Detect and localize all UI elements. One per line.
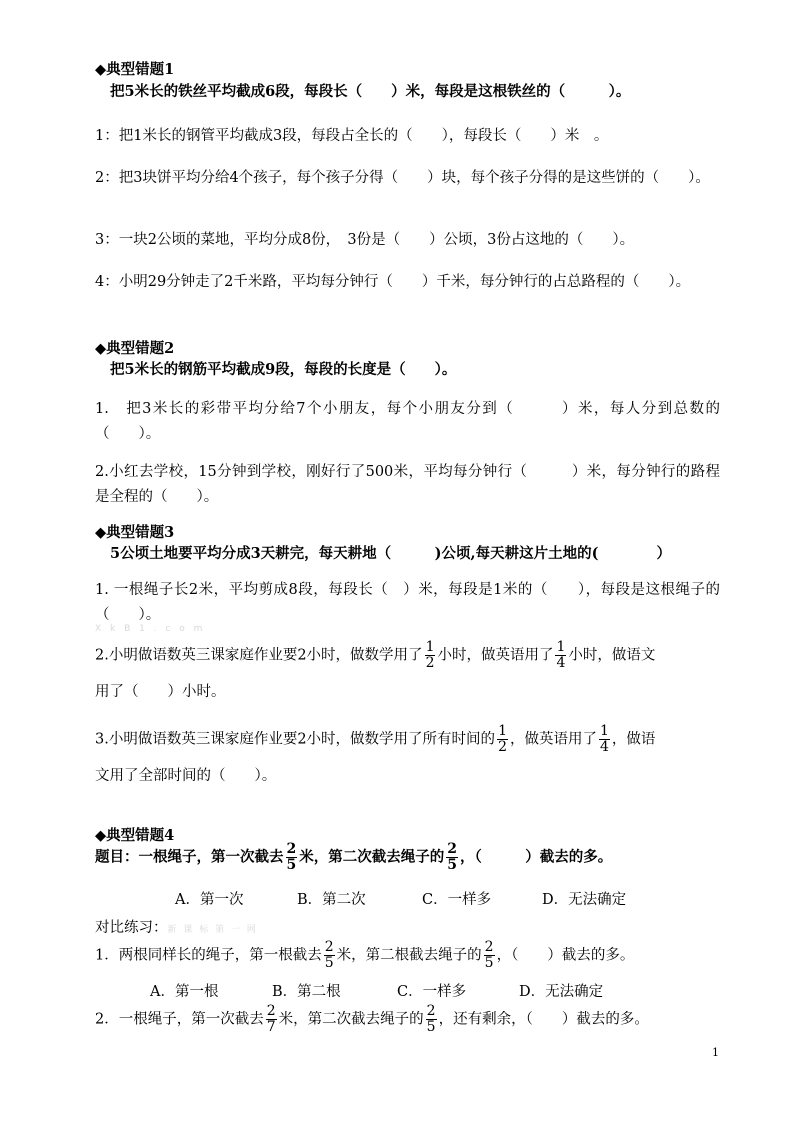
q3-text-b: ，做英语用了 bbox=[509, 731, 597, 748]
section-3-question-3-cont: 文用了全部时间的（ ）。 bbox=[95, 768, 277, 784]
option-b: B．第二次 bbox=[297, 892, 366, 908]
section-1-question-3: 3：一块2公顷的菜地，平均分成8份， 3份是（ ）公顷，3份占这地的（ ）。 bbox=[95, 232, 635, 248]
fraction-one-quarter: $\frac{1}{4}$ bbox=[556, 639, 566, 671]
section-4-title: ◆典型错题4 bbox=[95, 827, 175, 844]
q2-text-a: 2.小明做语数英三课家庭作业要2小时，做数学用了 bbox=[95, 647, 423, 664]
q3-text-c: ，做语 bbox=[611, 731, 656, 748]
section-1-title: ◆典型错题1 bbox=[95, 61, 175, 78]
practice-question-1: 1．两根同样长的绳子，第一根截去 $\frac{2}{5}$ 米，第二根截去绳子的 $\frac{2}{5}$ ，（ ）截去的多。 bbox=[95, 939, 635, 971]
page-number: 1 bbox=[712, 1046, 719, 1059]
section-1-question-4: 4：小明29分钟走了2千米路，平均每分钟行（ ）千米，每分钟行的占总路程的（ ）。 bbox=[95, 274, 691, 290]
q2-text-c: 小时，做语文 bbox=[568, 647, 656, 664]
practice-question-2: 2．一根绳子，第一次截去 $\frac{2}{7}$ 米，第二次截去绳子的 $\frac{2}{5}$ ，还有剩余，（ ）截去的多。 bbox=[95, 1003, 649, 1035]
fraction-one-half: $\frac{1}{2}$ bbox=[425, 639, 435, 671]
option-b: B．第二根 bbox=[272, 984, 341, 1000]
option-a: A．第一次 bbox=[175, 892, 244, 908]
fraction-one-quarter: $\frac{1}{4}$ bbox=[599, 723, 609, 755]
fraction-two-fifths: $\frac{2}{5}$ bbox=[484, 939, 494, 971]
q2-text-b: 小时，做英语用了 bbox=[437, 647, 554, 664]
section-2-question-2: 2.小红去学校，15分钟到学校，刚好行了500米，平均每分钟行（ ）米，每分钟行的路程是全程的（ ）。 bbox=[95, 464, 720, 505]
option-c: C．一样多 bbox=[422, 892, 492, 908]
practice-watermark: 新 课 标 第 一 网 bbox=[167, 925, 258, 935]
option-d: D．无法确定 bbox=[542, 892, 627, 908]
option-c: C．一样多 bbox=[397, 984, 467, 1000]
fraction-one-half: $\frac{1}{2}$ bbox=[498, 723, 507, 755]
fraction-two-sevenths: $\frac{2}{7}$ bbox=[266, 1003, 276, 1035]
options-main bbox=[175, 888, 626, 909]
section-4-main-question: 题目：一根绳子，第一次截去 $\frac{2}{5}$ 米，第二次截去绳子的 $\frac{2}{5}$ ，（ ）截去的多。 bbox=[95, 841, 613, 873]
options-practice-1 bbox=[150, 980, 603, 1001]
fraction-two-fifths: $\frac{2}{5}$ bbox=[447, 841, 457, 873]
practice-label: 对比练习： bbox=[95, 920, 168, 936]
section-3-question-2-cont: 用了（ ）小时。 bbox=[95, 684, 226, 700]
practice-label-row bbox=[95, 916, 258, 937]
section-2-main-question: 把5米长的钢筋平均截成9段，每段的长度是（ ）。 bbox=[110, 361, 457, 378]
fraction-two-fifths: $\frac{2}{5}$ bbox=[324, 939, 334, 971]
section-3-question-1: 1. 一根绳子长2米，平均剪成8段，每段长（ ）米，每段是1米的（ ），每段是这根绳子的（ ）。 bbox=[95, 582, 720, 623]
section-2-title: ◆典型错题2 bbox=[95, 340, 175, 357]
section-1-main-question: 把5米长的铁丝平均截成6段，每段长（ ）米，每段是这根铁丝的（ ）。 bbox=[110, 83, 631, 100]
section-1-question-2: 2：把3块饼平均分给4个孩子，每个孩子分得（ ）块，每个孩子分得的是这些饼的（ ）。 bbox=[95, 170, 710, 186]
option-d: D．无法确定 bbox=[519, 984, 604, 1000]
option-a: A．第一根 bbox=[150, 984, 219, 1000]
fraction-two-fifths: $\frac{2}{5}$ bbox=[426, 1003, 436, 1035]
section-3-main-question: 5公顷土地要平均分成3天耕完，每天耕地（ )公顷,每天耕这片土地的( ） bbox=[110, 545, 671, 562]
section-1-question-1: 1：把1米长的钢管平均截成3段，每段占全长的（ ），每段长（ ）米 。 bbox=[95, 128, 609, 144]
section-2-question-1: 1. 把3米长的彩带平均分给7个小朋友，每个小朋友分到（ ）米，每人分到总数的（ ）。 bbox=[95, 401, 720, 442]
section-3-title: ◆典型错题3 bbox=[95, 524, 175, 541]
fraction-two-fifths: $\frac{2}{5}$ bbox=[286, 841, 297, 873]
section-3-question-2 bbox=[95, 640, 655, 671]
section-3-question-3 bbox=[95, 724, 655, 755]
watermark-text: X k B 1 . c o m bbox=[95, 624, 206, 634]
q3-text-a: 3.小明做语数英三课家庭作业要2小时，做数学用了所有时间的 bbox=[95, 731, 496, 748]
